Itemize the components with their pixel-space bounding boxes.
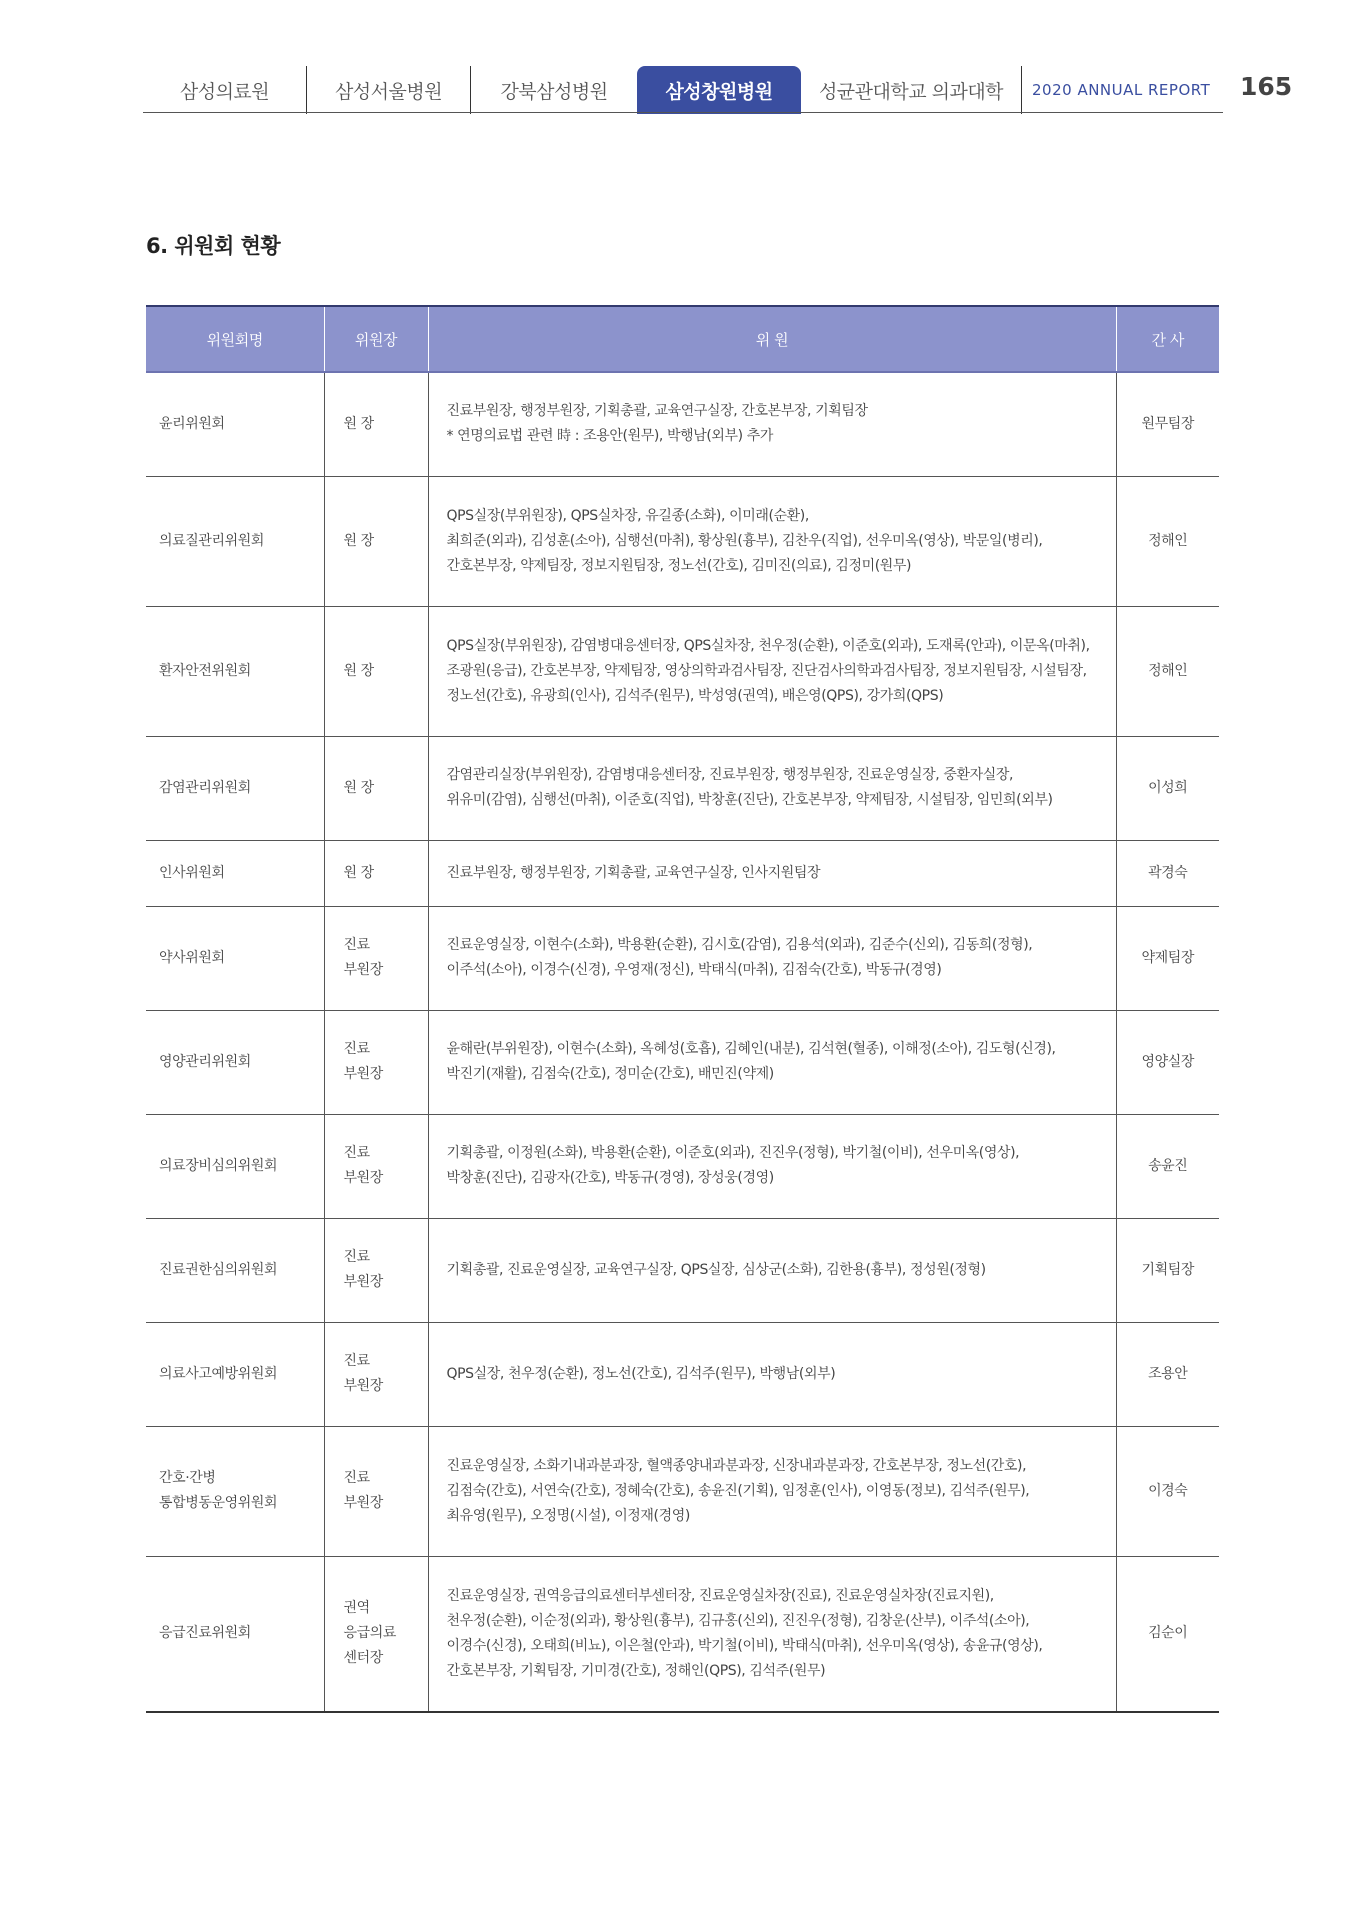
committee-members: 기획총괄, 진료운영실장, 교육연구실장, QPS실장, 심상군(소화), 김한용(흉부), 정성원(정형) bbox=[428, 1218, 1116, 1322]
committee-name: 간호·간병 통합병동운영위원회 bbox=[146, 1426, 324, 1556]
committee-secretary: 송윤진 bbox=[1116, 1114, 1219, 1218]
column-header-chair: 위원장 bbox=[324, 306, 428, 372]
committee-chair: 원 장 bbox=[324, 476, 428, 606]
committee-name: 의료질관리위원회 bbox=[146, 476, 324, 606]
committee-name: 인사위원회 bbox=[146, 840, 324, 906]
table-row bbox=[146, 1556, 1219, 1712]
table-row bbox=[146, 1322, 1219, 1426]
committee-chair: 진료 부원장 bbox=[324, 906, 428, 1010]
committee-chair: 원 장 bbox=[324, 840, 428, 906]
committee-secretary: 곽경숙 bbox=[1116, 840, 1219, 906]
committee-members: 기획총괄, 이정원(소화), 박용환(순환), 이준호(외과), 진진우(정형), 박기철(이비), 선우미옥(영상), 박창훈(진단), 김광자(간호), 박동규(경영), 장성웅(경영) bbox=[428, 1114, 1116, 1218]
committee-members: QPS실장(부위원장), QPS실차장, 유길종(소화), 이미래(순환), 최희준(외과), 김성훈(소아), 심행선(마취), 황상원(흉부), 김찬우(직업), 선우미옥(영상), 박문일(병리), 간호본부장, 약제팀장, 정보지원팀장, 정노선(간호), 김미진(의료), 김정미(원무) bbox=[428, 476, 1116, 606]
committee-chair: 진료 부원장 bbox=[324, 1426, 428, 1556]
table-row bbox=[146, 840, 1219, 906]
committee-secretary: 약제팀장 bbox=[1116, 906, 1219, 1010]
committee-secretary: 원무팀장 bbox=[1116, 372, 1219, 476]
nav-tab-kangbuk-samsung-hospital[interactable]: 강북삼성병원 bbox=[500, 80, 608, 103]
committee-members: 진료운영실장, 이현수(소화), 박용환(순환), 김시호(감염), 김용석(외과), 김준수(신외), 김동희(정형), 이주석(소아), 이경수(신경), 우영재(정신), 박태식(마취), 김점숙(간호), 박동규(경영) bbox=[428, 906, 1116, 1010]
nav-tab-samsung-medical-center[interactable]: 삼성의료원 bbox=[143, 66, 307, 114]
column-header-members: 위 원 bbox=[428, 306, 1116, 372]
committee-name: 의료장비심의위원회 bbox=[146, 1114, 324, 1218]
committee-secretary: 이경숙 bbox=[1116, 1426, 1219, 1556]
committee-chair: 진료 부원장 bbox=[324, 1010, 428, 1114]
committee-chair: 진료 부원장 bbox=[324, 1322, 428, 1426]
committee-secretary: 정해인 bbox=[1116, 476, 1219, 606]
committee-members: 진료운영실장, 소화기내과분과장, 혈액종양내과분과장, 신장내과분과장, 간호본부장, 정노선(간호), 김점숙(간호), 서연숙(간호), 정혜숙(간호), 송윤진(기획), 임정훈(인사), 이영동(정보), 김석주(원무), 최유영(원무), 오정명(시설), 이정재(경영) bbox=[428, 1426, 1116, 1556]
top-navigation bbox=[143, 66, 1223, 114]
nav-tab-skku-medicine[interactable]: 성균관대학교 의과대학 bbox=[801, 66, 1022, 114]
section-title: 6. 위원회 현황 bbox=[146, 234, 281, 258]
committee-name: 영양관리위원회 bbox=[146, 1010, 324, 1114]
table-row bbox=[146, 1114, 1219, 1218]
committee-secretary: 정해인 bbox=[1116, 606, 1219, 736]
committee-chair: 권역 응급의료 센터장 bbox=[324, 1556, 428, 1712]
committee-name: 감염관리위원회 bbox=[146, 736, 324, 840]
table-row bbox=[146, 476, 1219, 606]
committee-members: QPS실장, 천우정(순환), 정노선(간호), 김석주(원무), 박행남(외부) bbox=[428, 1322, 1116, 1426]
committee-chair: 원 장 bbox=[324, 736, 428, 840]
committee-secretary: 기획팀장 bbox=[1116, 1218, 1219, 1322]
table-row bbox=[146, 736, 1219, 840]
committee-members: 진료운영실장, 권역응급의료센터부센터장, 진료운영실차장(진료), 진료운영실차장(진료지원), 천우정(순환), 이순정(외과), 황상원(흉부), 김규홍(신외), 진진우(정형), 김창운(산부), 이주석(소아), 이경수(신경), 오태희(비뇨), 이은철(안과), 박기철(이비), 박태식(마취), 선우미옥(영상), 송윤규(영상), 간호본부장, 기획팀장, 기미경(간호), 정해인(QPS), 김석주(원무) bbox=[428, 1556, 1116, 1712]
committee-chair: 원 장 bbox=[324, 372, 428, 476]
committee-members: 윤해란(부위원장), 이현수(소화), 옥혜성(호흡), 김혜인(내분), 김석현(혈종), 이해정(소아), 김도형(신경), 박진기(재활), 김점숙(간호), 정미순(간호), 배민진(약제) bbox=[428, 1010, 1116, 1114]
committee-name: 윤리위원회 bbox=[146, 372, 324, 476]
committee-table bbox=[146, 305, 1219, 1713]
nav-tab-samsung-seoul-hospital[interactable]: 삼성서울병원 bbox=[307, 66, 471, 114]
table-header-row bbox=[146, 306, 1219, 372]
committee-members: 감염관리실장(부위원장), 감염병대응센터장, 진료부원장, 행정부원장, 진료운영실장, 중환자실장, 위유미(감염), 심행선(마취), 이준호(직업), 박창훈(진단), 간호본부장, 약제팀장, 시설팀장, 임민희(외부) bbox=[428, 736, 1116, 840]
committee-secretary: 조용안 bbox=[1116, 1322, 1219, 1426]
nav-tab-samsung-changwon-hospital[interactable]: 삼성창원병원 bbox=[637, 66, 801, 114]
page-number: 165 bbox=[1240, 72, 1293, 101]
committee-secretary: 영양실장 bbox=[1116, 1010, 1219, 1114]
committee-secretary: 이성희 bbox=[1116, 736, 1219, 840]
annual-report-label: 2020 ANNUAL REPORT bbox=[1032, 81, 1211, 99]
column-header-secretary: 간 사 bbox=[1116, 306, 1219, 372]
table-row bbox=[146, 906, 1219, 1010]
table-row bbox=[146, 372, 1219, 476]
committee-name: 응급진료위원회 bbox=[146, 1556, 324, 1712]
column-header-committee-name: 위원회명 bbox=[146, 306, 324, 372]
committee-chair: 원 장 bbox=[324, 606, 428, 736]
header-divider bbox=[143, 112, 1223, 113]
table-row bbox=[146, 1426, 1219, 1556]
committee-members: QPS실장(부위원장), 감염병대응센터장, QPS실차장, 천우정(순환), 이준호(외과), 도재록(안과), 이문옥(마취), 조광원(응급), 간호본부장, 약제팀장, 영상의학과검사팀장, 진단검사의학과검사팀장, 정보지원팀장, 시설팀장, 정노선(간호), 유광희(인사), 김석주(원무), 박성영(권역), 배은영(QPS), 강가희(QPS) bbox=[428, 606, 1116, 736]
committee-name: 의료사고예방위원회 bbox=[146, 1322, 324, 1426]
table-row bbox=[146, 606, 1219, 736]
committee-members: 진료부원장, 행정부원장, 기획총괄, 교육연구실장, 인사지원팀장 bbox=[428, 840, 1116, 906]
committee-secretary: 김순이 bbox=[1116, 1556, 1219, 1712]
committee-name: 진료권한심의위원회 bbox=[146, 1218, 324, 1322]
table-row bbox=[146, 1218, 1219, 1322]
committee-members: 진료부원장, 행정부원장, 기획총괄, 교육연구실장, 간호본부장, 기획팀장 * 연명의료법 관련 時 : 조용안(원무), 박행남(외부) 추가 bbox=[428, 372, 1116, 476]
committee-name: 약사위원회 bbox=[146, 906, 324, 1010]
table-row bbox=[146, 1010, 1219, 1114]
committee-name: 환자안전위원회 bbox=[146, 606, 324, 736]
committee-chair: 진료 부원장 bbox=[324, 1114, 428, 1218]
committee-chair: 진료 부원장 bbox=[324, 1218, 428, 1322]
